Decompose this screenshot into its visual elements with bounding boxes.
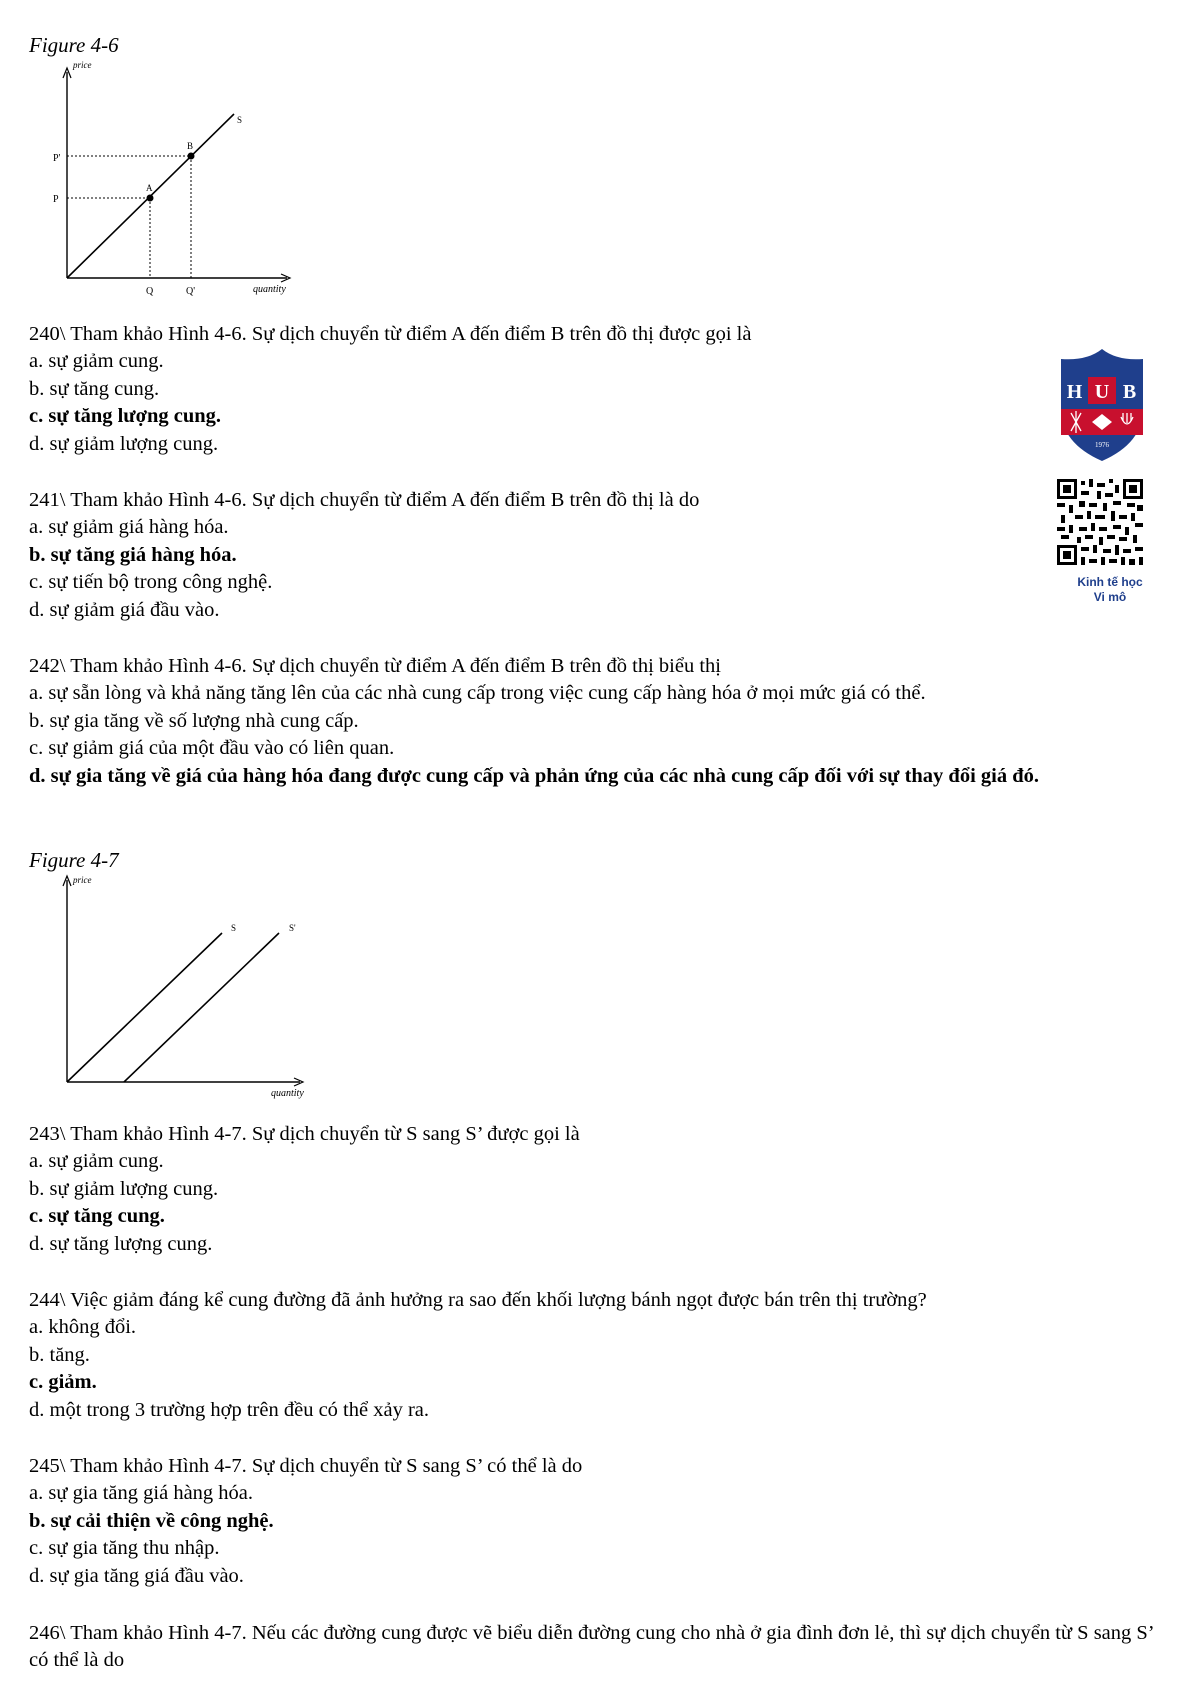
qr-caption-line1: Kinh tế học	[1077, 575, 1143, 589]
logo-letter-u: U	[1094, 381, 1110, 403]
qr-caption	[1060, 575, 1160, 605]
option: b. sự giảm lượng cung.	[29, 1177, 219, 1200]
option-answer: d. sự gia tăng về giá của hàng hóa đang được cung cấp và phản ứng của các nhà cung cấp đối với sự thay đổi giá đó.	[29, 764, 1039, 787]
option: b. tăng.	[29, 1343, 90, 1366]
option: a. sự gia tăng giá hàng hóa.	[29, 1482, 254, 1505]
price-p-prime-label: P'	[53, 153, 61, 164]
option-answer: c. sự tăng cung.	[29, 1205, 165, 1228]
point-a	[147, 195, 154, 202]
figure-4-6-chart	[0, 0, 320, 305]
figure-4-7-chart	[0, 860, 330, 1110]
qr-code-icon	[1057, 479, 1143, 565]
logo-letter-h: H	[1066, 381, 1083, 403]
question-stem: 245\ Tham khảo Hình 4-7. Sự dịch chuyển từ S sang S’ có thể là do	[29, 1455, 583, 1477]
option: c. sự giảm giá của một đầu vào có liên quan.	[29, 737, 395, 760]
question-244	[29, 1287, 1159, 1424]
option: a. sự sẵn lòng và khả năng tăng lên của các nhà cung cấp trong việc cung cấp hàng hóa ở mọi mức giá có thể.	[29, 682, 926, 705]
price-p-label: P	[53, 194, 59, 205]
question-246	[29, 1620, 1159, 1675]
qty-q-label: Q	[146, 286, 154, 297]
question-stem: 243\ Tham khảo Hình 4-7. Sự dịch chuyển từ S sang S’ được gọi là	[29, 1123, 580, 1145]
option: b. sự gia tăng về số lượng nhà cung cấp.	[29, 709, 359, 732]
question-stem: 241\ Tham khảo Hình 4-6. Sự dịch chuyển từ điểm A đến điểm B trên đồ thị là do	[29, 489, 700, 511]
question-242	[29, 653, 1159, 790]
y-axis-label: price	[73, 60, 92, 70]
supply-curve-s	[67, 933, 222, 1082]
question-240	[29, 321, 1159, 458]
option-answer: c. giảm.	[29, 1371, 97, 1394]
hub-logo	[1057, 347, 1147, 465]
option-answer: b. sự tăng giá hàng hóa.	[29, 543, 237, 566]
curve-s-prime-label: S'	[289, 923, 296, 933]
option: c. sự gia tăng thu nhập.	[29, 1537, 220, 1560]
question-241	[29, 487, 1159, 624]
option: a. không đổi.	[29, 1316, 137, 1339]
option: b. sự tăng cung.	[29, 377, 160, 400]
option-answer: c. sự tăng lượng cung.	[29, 405, 222, 428]
supply-curve-s-prime	[124, 933, 279, 1082]
point-b	[188, 153, 195, 160]
option: a. sự giảm cung.	[29, 1150, 164, 1173]
curve-s-label: S	[231, 923, 237, 933]
question-245	[29, 1453, 1159, 1590]
option: a. sự giảm giá hàng hóa.	[29, 516, 229, 539]
question-stem: 244\ Việc giảm đáng kể cung đường đã ảnh hưởng ra sao đến khối lượng bánh ngọt được bán trên thị trường?	[29, 1289, 927, 1311]
point-a-label: A	[146, 183, 153, 193]
x-axis-label: quantity	[271, 1088, 304, 1099]
option: c. sự tiến bộ trong công nghệ.	[29, 571, 273, 594]
option: d. sự tăng lượng cung.	[29, 1232, 213, 1255]
option: d. sự giảm giá đầu vào.	[29, 598, 220, 621]
option: d. một trong 3 trường hợp trên đều có thể xảy ra.	[29, 1398, 429, 1421]
figure-4-6-title: Figure 4-6	[29, 33, 119, 57]
logo-year: 1976	[1095, 441, 1109, 449]
question-stem: 246\ Tham khảo Hình 4-7. Nếu các đường cung được vẽ biểu diễn đường cung cho nhà ở gia đình đơn lẻ, thì sự dịch chuyển từ S sang S’ có thể là do	[29, 1622, 1154, 1672]
question-243	[29, 1121, 1159, 1258]
x-axis-label: quantity	[253, 284, 286, 295]
figure-4-7-title: Figure 4-7	[29, 848, 119, 872]
option: a. sự giảm cung.	[29, 350, 164, 373]
option-answer: b. sự cải thiện về công nghệ.	[29, 1509, 274, 1532]
qty-q-prime-label: Q'	[186, 286, 196, 297]
question-stem: 242\ Tham khảo Hình 4-6. Sự dịch chuyển từ điểm A đến điểm B trên đồ thị biểu thị	[29, 655, 721, 677]
option: d. sự giảm lượng cung.	[29, 432, 219, 455]
question-stem: 240\ Tham khảo Hình 4-6. Sự dịch chuyển từ điểm A đến điểm B trên đồ thị được gọi là	[29, 323, 752, 345]
qr-caption-line2: Vi mô	[1093, 590, 1127, 604]
point-b-label: B	[187, 141, 194, 151]
option: d. sự gia tăng giá đầu vào.	[29, 1564, 244, 1587]
logo-letter-b: B	[1122, 381, 1137, 403]
curve-s-label: S	[237, 115, 243, 125]
y-axis-label: price	[73, 875, 92, 885]
